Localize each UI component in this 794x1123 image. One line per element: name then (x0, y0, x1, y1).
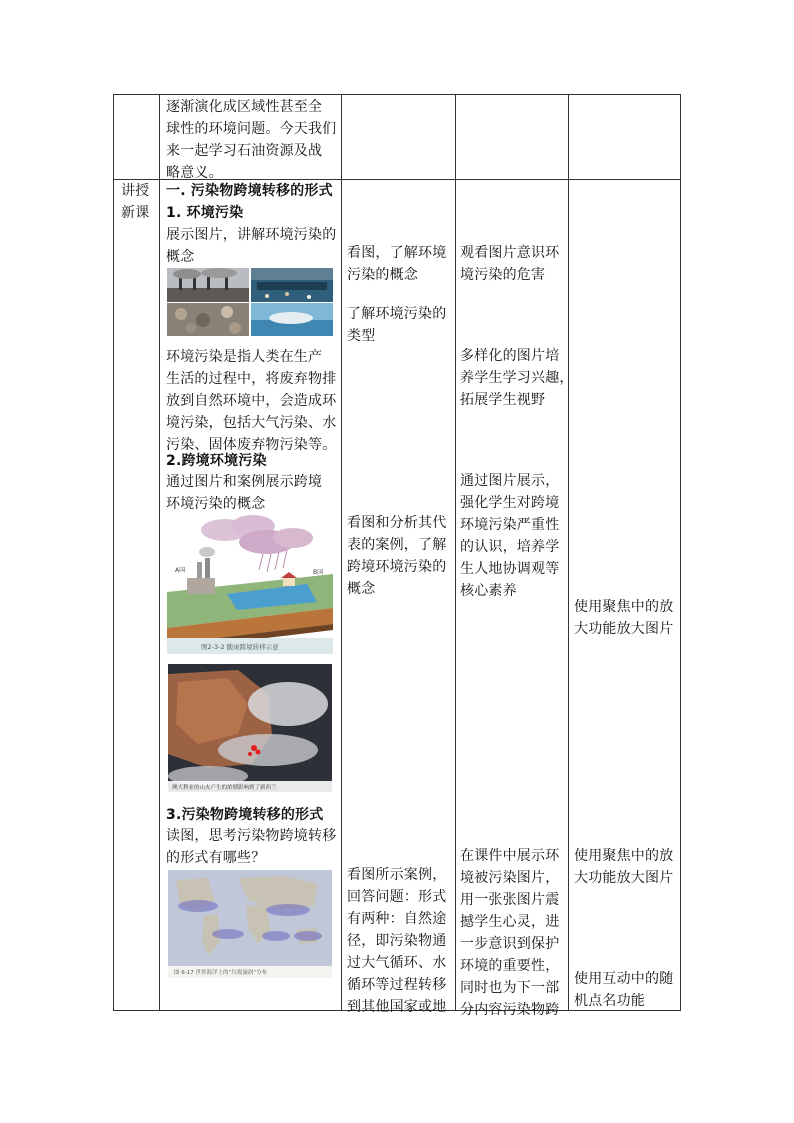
student-activity-3: 看图和分析其代 表的案例，了解 跨境环境污染的 概念 (347, 515, 447, 597)
student-activity-2: 了解环境污染的 类型 (347, 306, 447, 344)
column-divider (341, 95, 342, 1010)
acid-rain-diagram (167, 512, 333, 654)
pollution-photo-collage (167, 268, 333, 336)
intro-paragraph: 逐渐演化成区域性甚至全 球性的环境问题。今天我们 来一起学习石油资源及战 略意义。 (166, 99, 337, 181)
sub1-intro: 展示图片，讲解环境污染的 概念 (166, 227, 337, 265)
student-activity-1: 看图，了解环境 污染的概念 (347, 245, 447, 283)
design-intent-3: 通过图片展示， 强化学生对跨境 环境污染严重性 的认识，培养学 生人地协调观等 核心素养 (460, 473, 560, 599)
acid-rain-caption: 图2-3-2 酸雨跨境转移示意 (201, 643, 279, 651)
ocean-garbage-map (168, 870, 332, 978)
australia-fire-satellite (168, 664, 332, 792)
column-divider (159, 95, 160, 1010)
australia-caption: 澳大利亚的山火产生的浓烟影响到了新西兰 (172, 785, 277, 791)
ocean-caption: 图 6-17 世界海洋上的“垃圾漩涡”分布 (174, 970, 268, 976)
sub2-intro: 通过图片和案例展示跨境 环境污染的概念 (166, 474, 323, 512)
student-activity-4: 看图所示案例， 回答问题：形式 有两种：自然途 径，即污染物通 过大气循环、水 循环等过程转移 到其他国家或地 (347, 867, 447, 1015)
tool-note-2: 使用聚焦中的放 大功能放大图片 (574, 848, 674, 886)
tool-note-3: 使用互动中的随 机点名功能 (574, 971, 674, 1009)
design-intent-4: 在课件中展示环 境被污染图片， 用一张张图片震 撼学生心灵，进 一步意识到保护 环境的重要性， 同时也为下一部 分内容污染物跨 (460, 848, 560, 1018)
tool-note-1: 使用聚焦中的放 大功能放大图片 (574, 599, 674, 637)
label-country-b: B国 (313, 569, 324, 576)
design-intent-2: 多样化的图片培 养学生学习兴趣， 拓展学生视野 (460, 348, 574, 408)
column-divider (568, 95, 569, 1010)
sub1-definition: 环境污染是指人类在生产 生活的过程中，将废弃物排 放到自然环境中，会造成环 境污染，包括大气污染、水 污染、固体废弃物污染等。 (166, 349, 337, 453)
label-country-a: A国 (175, 567, 186, 574)
sub1-title: 1. 环境污染 (166, 205, 244, 221)
sub3-question: 读图，思考污染物跨境转移 的形式有哪些？ (166, 828, 337, 866)
column-divider (455, 95, 456, 1010)
stage-label: 讲授 新课 (121, 183, 150, 221)
design-intent-1: 观看图片意识环 境污染的危害 (460, 245, 560, 283)
sub2-title: 2.跨境环境污染 (166, 453, 267, 469)
section-title: 一. 污染物跨境转移的形式 (166, 183, 333, 199)
sub3-title: 3.污染物跨境转移的形式 (166, 807, 324, 823)
